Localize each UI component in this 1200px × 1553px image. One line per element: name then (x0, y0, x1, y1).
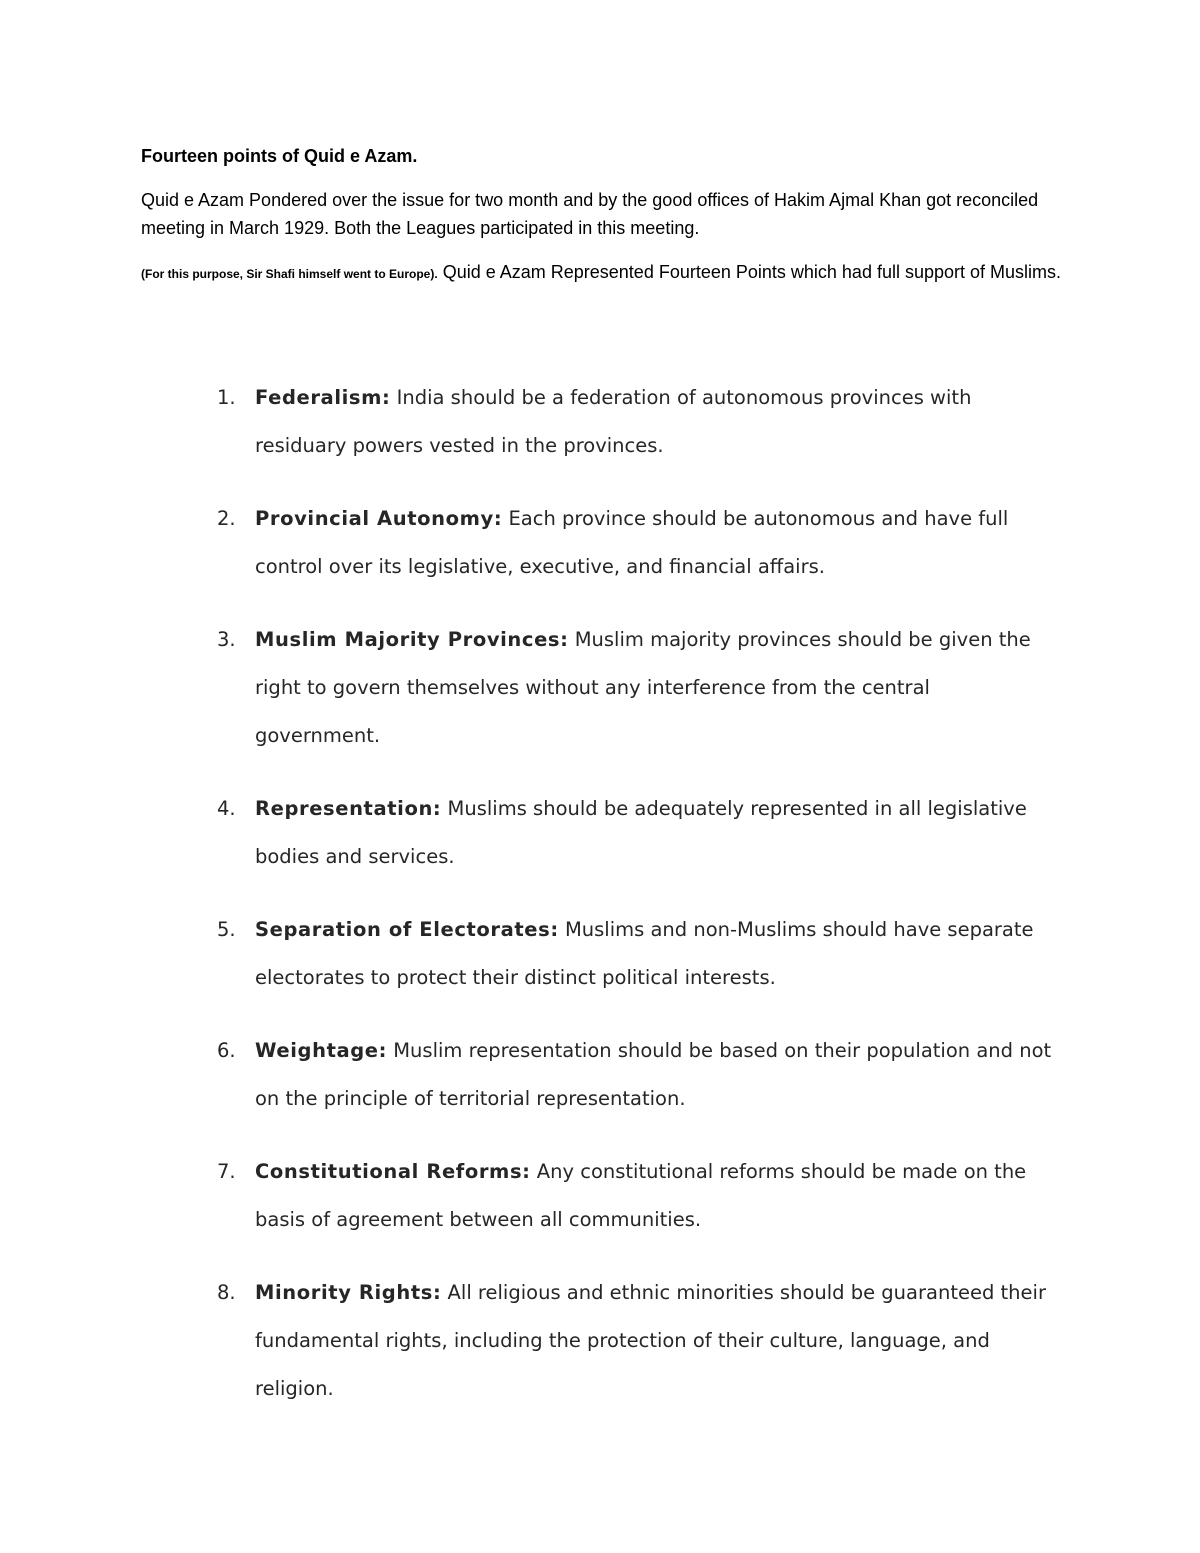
list-number: 8. (217, 1281, 236, 1304)
parenthetical-note: (For this purpose, Sir Shafi himself went to Europe). (141, 267, 438, 281)
point-term: Muslim Majority Provinces: (255, 628, 569, 651)
list-item (0, 616, 1060, 760)
list-number: 5. (217, 918, 236, 941)
list-item (0, 1269, 1060, 1413)
point-text: Muslim representation should be based on their population and not on the principle of territorial representation. (255, 1039, 1052, 1110)
list-number: 1. (217, 386, 236, 409)
list-number: 6. (217, 1039, 236, 1062)
point-text: All religious and ethnic minorities should be guaranteed their fundamental rights, including the protection of their culture, language, and religion. (255, 1281, 1046, 1400)
list-number: 3. (217, 628, 236, 651)
point-term: Weightage: (255, 1039, 388, 1062)
point-term: Constitutional Reforms: (255, 1160, 531, 1183)
paragraph-main-text: Quid e Azam Represented Fourteen Points which had full support of Muslims. (437, 262, 1062, 282)
list-item (0, 785, 1060, 881)
list-number: 7. (217, 1160, 236, 1183)
point-text: Muslims and non-Muslims should have separate electorates to protect their distinct political interests. (255, 918, 1034, 989)
point-term: Minority Rights: (255, 1281, 442, 1304)
list-item (0, 906, 1060, 1002)
fourteen-points-list (0, 374, 1200, 1438)
point-term: Provincial Autonomy: (255, 507, 503, 530)
intro-paragraph-2 (141, 258, 1061, 289)
point-term: Separation of Electorates: (255, 918, 559, 941)
point-text: Muslim majority provinces should be given the right to govern themselves without any interference from the central government. (255, 628, 1031, 747)
point-text: India should be a federation of autonomous provinces with residuary powers vested in the provinces. (255, 386, 972, 457)
point-term: Federalism: (255, 386, 391, 409)
list-number: 2. (217, 507, 236, 530)
point-term: Representation: (255, 797, 442, 820)
point-text: Any constitutional reforms should be made on the basis of agreement between all communities. (255, 1160, 1027, 1231)
list-item (0, 495, 1060, 591)
document-title: Fourteen points of Quid e Azam. (141, 146, 418, 166)
list-item (0, 1148, 1060, 1244)
list-item (0, 1027, 1060, 1123)
point-text: Each province should be autonomous and have full control over its legislative, executive, and financial affairs. (255, 507, 1009, 578)
intro-paragraph: Quid e Azam Pondered over the issue for two month and by the good offices of Hakim Ajmal Khan got reconciled meeting in March 1929. Both the Leagues participated in this meeting. (141, 190, 1039, 238)
list-number: 4. (217, 797, 236, 820)
list-item (0, 374, 1060, 470)
point-text: Muslims should be adequately represented in all legislative bodies and services. (255, 797, 1027, 868)
